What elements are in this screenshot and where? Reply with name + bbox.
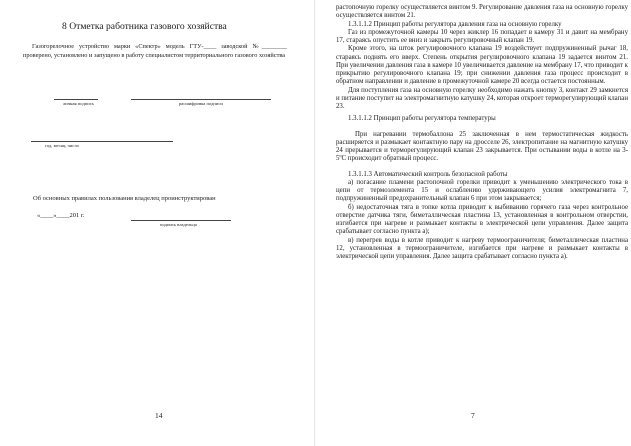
paragraph-continuation: растопочную горелку осуществляется винтом 9. Регулирование давления газа на основную горелку осуществляется винтом 21.: [336, 4, 628, 20]
signature-decoding-label: расшифровка подписи: [179, 101, 223, 106]
paragraph: Газ из промежуточной камеры 10 через жиклер 16 попадает в камеру 31 и давит на мембрану 17, стараясь опустить ее вниз и закрыть регулировочный клапан 19.: [336, 28, 628, 44]
date-label: год, месяц, число: [45, 143, 79, 148]
list-item: б) недостаточная тяга в топке котла приводит к выбиванию горячего газа через контрольное отверстие датчика тяги, биметаллическая пластина 13, установленная в контрольном отверстии, изгибается при нагреве и размыкает контакты в электрической цепи управления. Далее защита срабатывает согласно пункта а);: [336, 203, 628, 236]
right-page: [318, 0, 631, 446]
section-heading: 1.3.1.1.3 Автоматический контроль безопасной работы: [348, 170, 508, 178]
installation-paragraph: Газогорелочное устройство марки «Спектр» модель ГТУ-____ заводской №________ проверено, установлено и запущено в работу специалистом территориального газового хозяйства: [23, 43, 287, 59]
left-page-title: 8 Отметка работника газового хозяйства: [62, 21, 227, 32]
personal-signature-line: [54, 99, 98, 100]
personal-signature-label: личная подпись: [63, 101, 94, 106]
paragraph: Кроме этого, на шток регулировочного клапана 19 воздействует подпружиненный рычаг 18, стараясь поднять его вверх. Степень открытия регулировочного клапана 19 задается винтом 21. При увеличении давления газа в камере 10 увеличивается давление на мембрану 17, что приводит к прикрытию регулировочного клапана 19; при снижении давления газа процесс происходит в обратном направлении и давление в промежуточной камере 20 всегда остается постоянным.: [336, 45, 628, 86]
section-heading: 1.3.1.1.2 Принцип работы регулятора давления газа на основную горелку: [348, 20, 562, 28]
date-line: [31, 141, 173, 142]
paragraph: При нагревании термобаллона 25 заключенная в нем термостатическая жидкость расширяется и размыкает контактную пару на дросселе 26, электропитание на магнитную катушку 24 прерывается и терморегулирующий клапан 23 закрывается. При остывании воды в котле на 3-5ºС происходит обратный процесс.: [336, 130, 628, 163]
left-page: [0, 0, 313, 446]
paragraph: Для поступления газа на основную горелку необходимо нажать кнопку 3, контакт 29 замкнется и питание поступит на электромагнитную катушку 24, которая откроет терморегулирующий клапан 23.: [336, 86, 628, 110]
list-item: в) перегрев воды в котле приводит к нагреву термоограничителя; биметаллическая пластина 12, установленная в термоограничителе, изгибается при нагреве и размыкает контакты в электрической цепи управления. Далее защита срабатывает согласно пункта а).: [336, 236, 628, 260]
owner-signature-line: [131, 220, 231, 221]
page-number: 7: [471, 411, 475, 420]
right-page-body: [336, 4, 628, 261]
page-gutter: [314, 0, 315, 446]
signature-decoding-line: [131, 99, 271, 100]
section-heading: 1.3.1.1.2 Принцип работы регулятора температуры: [348, 115, 496, 123]
owner-signature-label: подпись владельца: [160, 222, 197, 227]
list-item: а) погасание пламени растопочной горелки приводит к уменьшению электрического тока в цепи от термоэлемента 15 и ослаблению удерживающего усилия электромагнита 7, подпружиненный предохранительный клапан 6 при этом закрывается;: [336, 178, 628, 203]
instruction-statement: Об основных правилах пользования владелец проинструктирован: [33, 195, 216, 202]
instruction-date-field: «____»____201 г.: [37, 212, 85, 219]
page-number: 14: [155, 411, 163, 420]
